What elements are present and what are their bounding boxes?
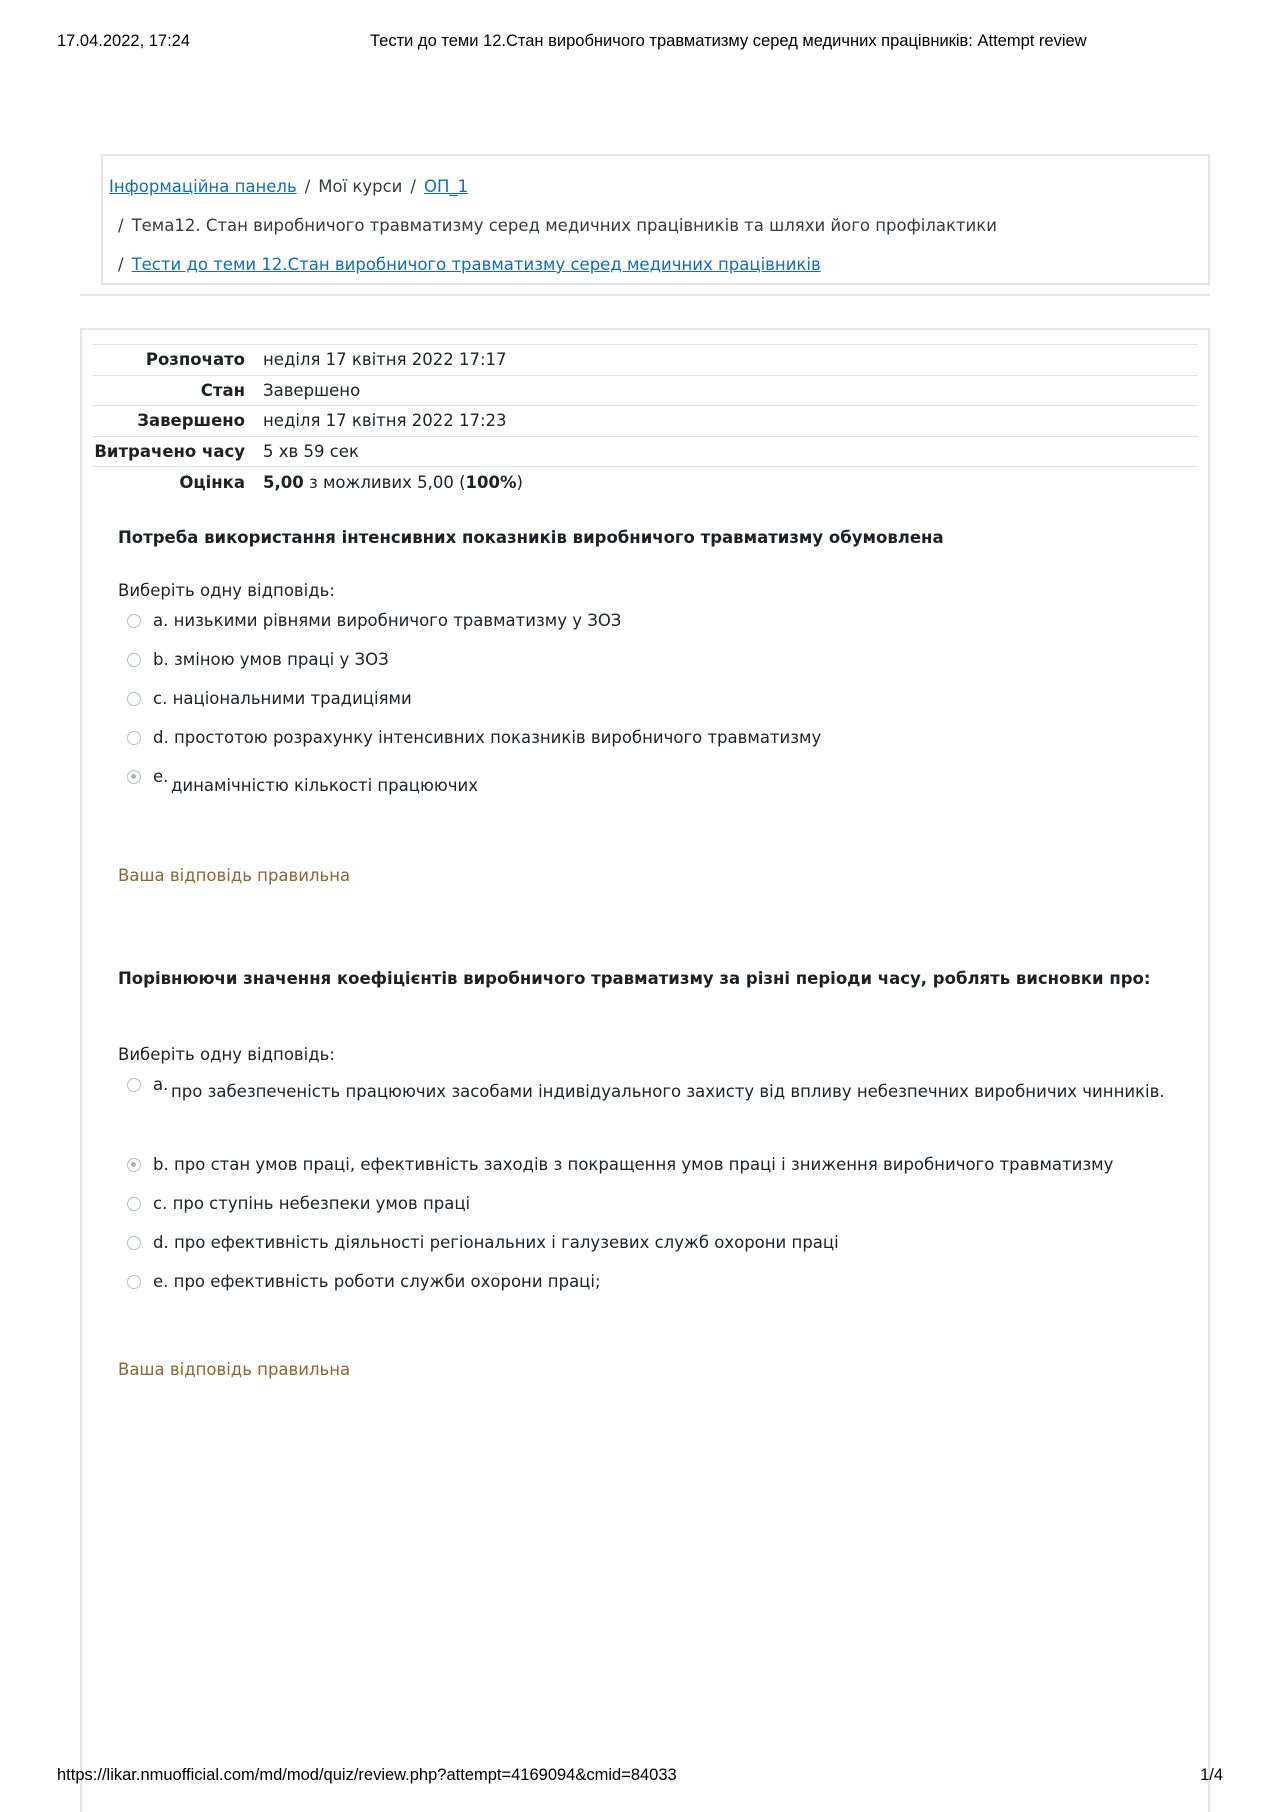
question-1 [118,528,944,888]
summary-grade-value [263,467,1198,498]
answer-option[interactable] [118,688,944,727]
answer-text: динамічністю кількості працюючих [171,776,479,795]
radio-button[interactable] [127,1078,141,1092]
breadcrumb-quiz-link[interactable]: Тести до теми 12.Стан виробничого травматизму серед медичних працівників [131,255,821,274]
answer-prompt: Виберіть одну відповідь: [118,581,335,600]
answer-letter: e. [153,767,169,786]
summary-value: 5 хв 59 сек [263,441,359,461]
print-date: 17.04.2022, 17:24 [57,32,191,50]
print-url: https://likar.nmuofficial.com/md/mod/quiz/review.php?attempt=4169094&cmid=84033 [57,1766,677,1784]
answer-option[interactable] [118,1232,1151,1271]
print-header [57,32,1223,54]
grade-middle: з можливих 5,00 ( [303,472,466,492]
answer-option[interactable] [118,727,944,766]
answer-text: низькими рівнями виробничого травматизму у ЗОЗ [173,611,622,630]
radio-button[interactable] [127,731,141,745]
answer-prompt: Виберіть одну відповідь: [118,1045,335,1064]
summary-label: Завершено [137,411,245,431]
answer-option[interactable] [118,610,944,649]
breadcrumb-separator: / [410,177,416,196]
page-divider [80,294,1210,296]
summary-label: Оцінка [179,472,245,492]
answer-letter: d. [153,728,169,747]
answer-feedback: Ваша відповідь правильна [118,866,351,885]
summary-row-grade [93,467,1198,498]
grade-percent: 100% [465,472,517,492]
question-text: Порівнюючи значення коефіцієнтів виробничого травматизму за різні періоди часу, роблять висновки про: [118,969,1151,988]
breadcrumb [101,154,1210,285]
answer-letter: a. [153,1075,169,1094]
breadcrumb-line-3 [109,248,1202,287]
breadcrumb-course-link[interactable]: ОП_1 [423,177,469,196]
answer-list [118,610,944,816]
answer-text: про стан умов праці, ефективність заходів з покращення умов праці і зниження виробничого травматизму [173,1155,1114,1174]
question-2 [118,969,1165,1382]
answer-letter: b. [153,1155,169,1174]
answer-text: про ефективність діяльності регіональних і галузевих служб охорони праці [173,1233,839,1252]
breadcrumb-separator: / [118,216,124,235]
answer-option[interactable] [118,649,944,688]
summary-row-time-taken [93,436,1198,467]
summary-label: Розпочато [145,350,245,370]
radio-button[interactable] [127,653,141,667]
answer-option-selected[interactable] [118,1154,1151,1193]
summary-row-completed [93,406,1198,437]
attempt-summary-table [93,344,1198,497]
summary-label: Стан [200,380,245,400]
answer-letter: a. [153,611,169,630]
summary-value: Завершено [263,380,361,400]
answer-option[interactable] [118,1271,1151,1310]
answer-option[interactable] [118,1193,1151,1232]
breadcrumb-my-courses: Мої курси [318,177,403,196]
summary-value: неділя 17 квітня 2022 17:17 [263,350,507,370]
answer-text: про ступінь небезпеки умов праці [172,1194,471,1213]
breadcrumb-dashboard-link[interactable]: Інформаційна панель [109,177,297,196]
answer-text: про забезпеченість працюючих засобами індивідуального захисту від впливу небезпечних виробничих чинників. [171,1082,1165,1101]
summary-value: неділя 17 квітня 2022 17:23 [263,411,507,431]
grade-end: ) [516,472,523,492]
question-text: Потреба використання інтенсивних показників виробничого травматизму обумовлена [118,528,944,547]
radio-button[interactable] [127,692,141,706]
breadcrumb-separator: / [304,177,311,196]
answer-text: національними традиціями [172,689,412,708]
grade-score: 5,00 [263,472,304,492]
radio-button[interactable] [127,1197,141,1211]
answer-text: про ефективність роботи служби охорони праці; [173,1272,601,1291]
breadcrumb-line-1 [109,170,1202,209]
answer-letter: b. [153,650,169,669]
print-title: Тести до теми 12.Стан виробничого травматизму серед медичних працівників: Attempt review [370,32,1087,50]
summary-row-state [93,375,1198,406]
answer-text: простотою розрахунку інтенсивних показників виробничого травматизму [173,728,822,747]
answer-letter: c. [153,1194,168,1213]
radio-button-checked[interactable] [127,1158,141,1172]
radio-button[interactable] [127,614,141,628]
answer-feedback: Ваша відповідь правильна [118,1360,351,1379]
answer-letter: c. [153,689,168,708]
breadcrumb-line-2 [109,209,1202,248]
radio-button-checked[interactable] [127,770,141,784]
answer-list [118,1074,1165,1310]
summary-row-started [93,345,1198,376]
print-page-number: 1/4 [1200,1766,1223,1784]
breadcrumb-topic: Тема12. Стан виробничого травматизму серед медичних працівників та шляхи його профілактики [131,216,997,235]
radio-button[interactable] [127,1275,141,1289]
quiz-review-card [80,328,1210,1812]
answer-letter: d. [153,1233,169,1252]
summary-label: Витрачено часу [94,441,245,461]
print-footer [57,1766,1223,1788]
answer-option-selected[interactable] [118,766,944,816]
radio-button[interactable] [127,1236,141,1250]
answer-letter: e. [153,1272,169,1291]
answer-text: зміною умов праці у ЗОЗ [173,650,389,669]
answer-option[interactable] [118,1074,1165,1154]
breadcrumb-separator: / [118,255,124,274]
